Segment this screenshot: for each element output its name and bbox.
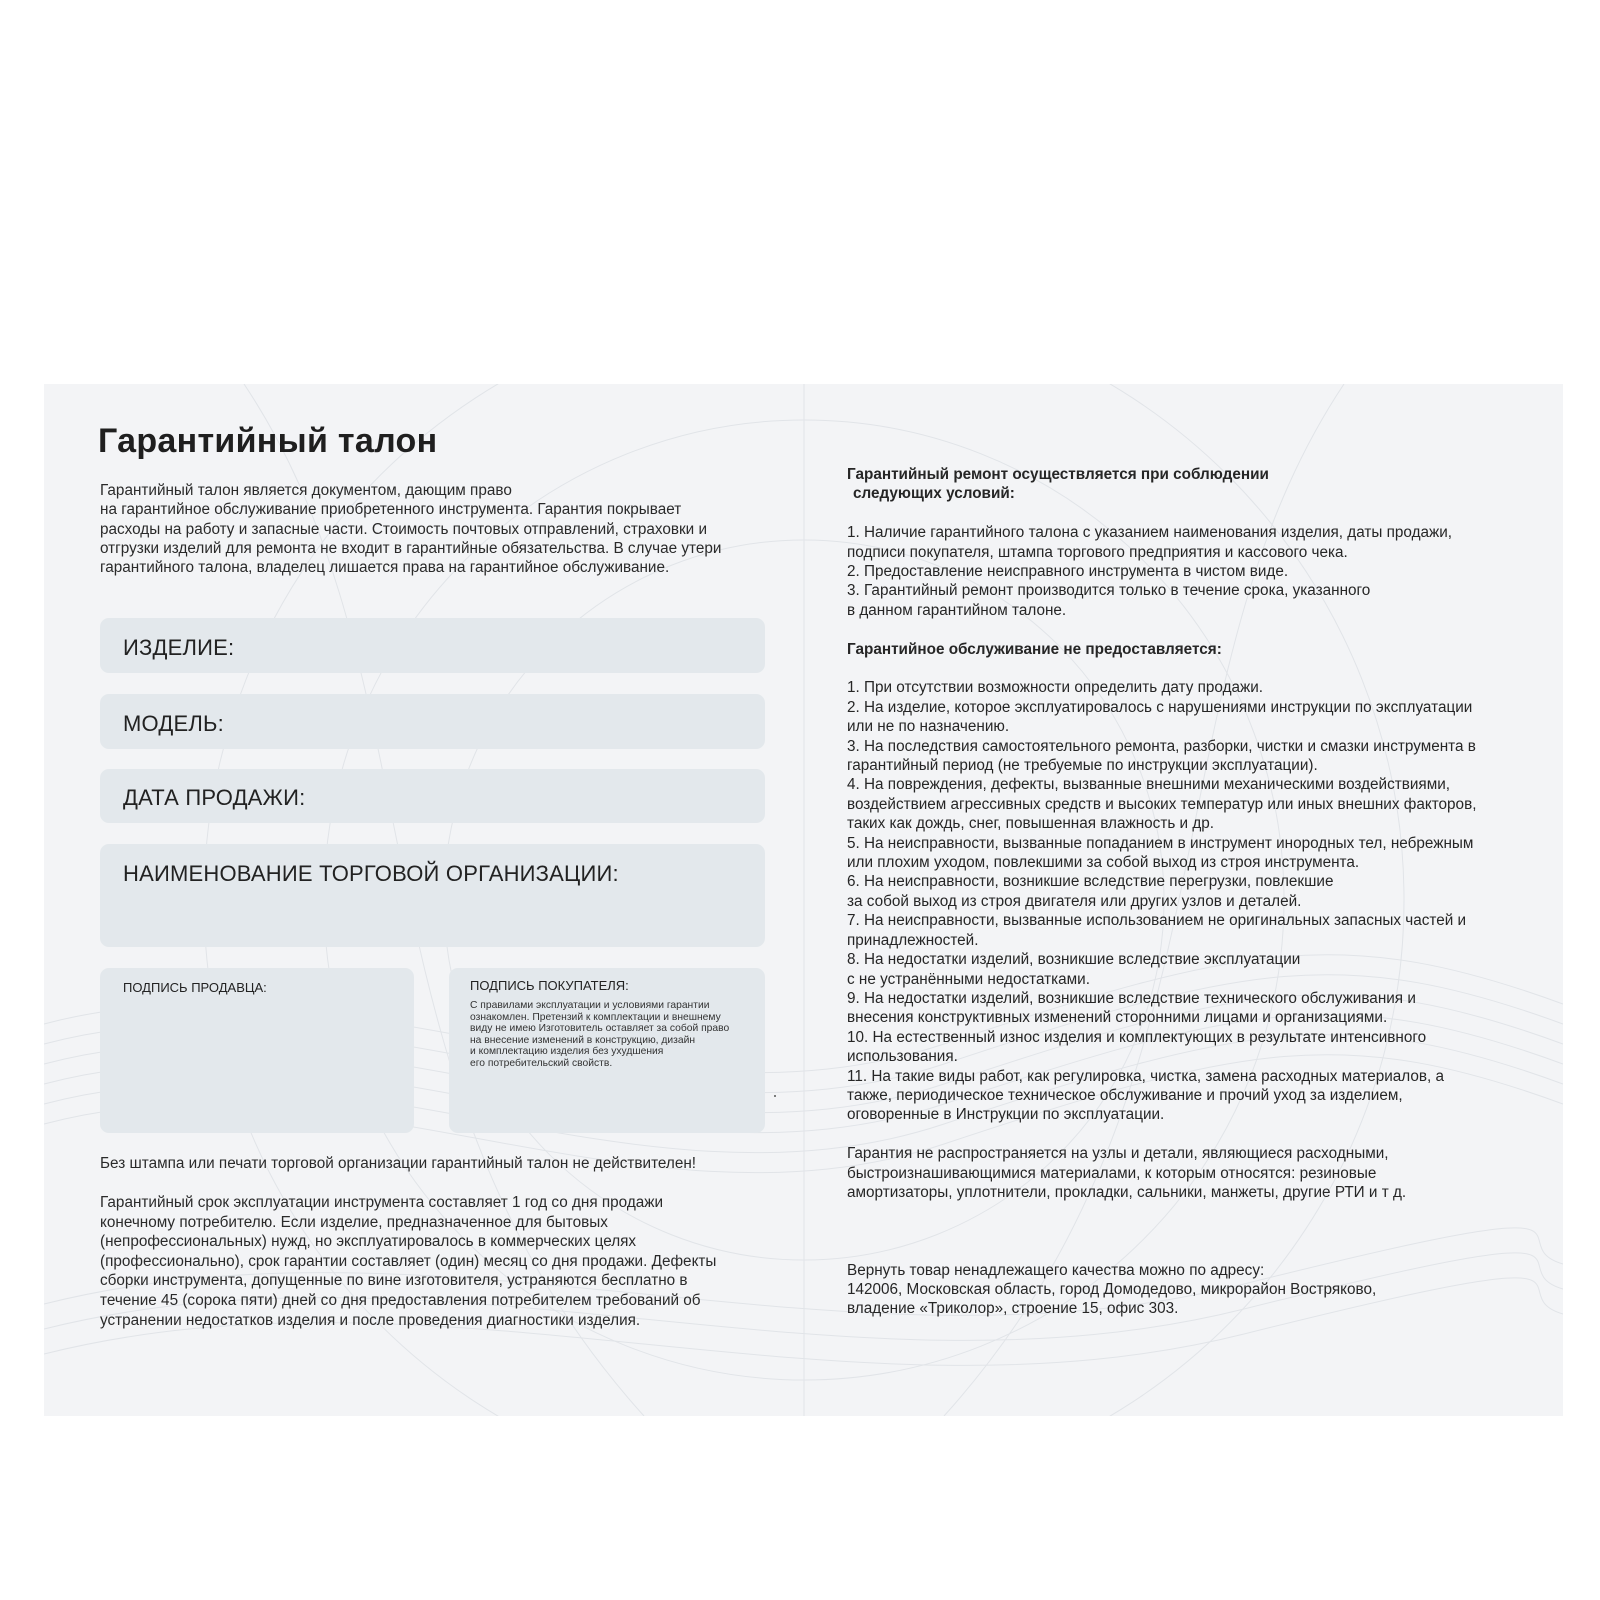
- right-column: [847, 465, 1537, 1319]
- page-title: Гарантийный талон: [98, 422, 438, 460]
- left-bottom-text: [100, 1154, 780, 1330]
- store-name-label: НАИМЕНОВАНИЕ ТОРГОВОЙ ОРГАНИЗАЦИИ:: [123, 861, 619, 886]
- stamp-notice: Без штампа или печати торговой организации гарантийный талон не действителен!: [100, 1155, 697, 1172]
- return-address-paragraph: Вернуть товар ненадлежащего качества можно по адресу: 142006, Московская область, город Домодедово, микрорайон Востряково, владение «Триколор», строение 15, офис 303.: [847, 1261, 1377, 1318]
- seller-signature-label: ПОДПИСЬ ПРОДАВЦА:: [123, 980, 267, 995]
- buyer-consent-text: С правилами эксплуатации и условиями гарантии ознакомлен. Претензий к комплектации и внешнему виду не имею Изготовитель оставляет за собой право на внесение изменений в конструкцию, дизайн и комплектацию изделия без ухудшения его потребительский свойств.: [470, 1000, 730, 1069]
- sale-date-field[interactable]: [100, 769, 765, 823]
- model-label: МОДЕЛЬ:: [123, 711, 224, 736]
- conditions-heading: Гарантийный ремонт осуществляется при соблюдении следующих условий:: [847, 466, 1269, 503]
- mark-dot: [774, 1095, 776, 1097]
- consumables-paragraph: Гарантия не распространяется на узлы и детали, являющиеся расходными, быстроизнашивающимися материалами, к которым относятся: резиновые амортизаторы, уплотнители, прокладки, сальники, манжеты, другие РТИ и т д.: [847, 1145, 1407, 1201]
- model-field[interactable]: [100, 694, 765, 749]
- seller-signature-box[interactable]: [100, 968, 414, 1133]
- warranty-card-sheet: [44, 384, 1563, 1416]
- product-field[interactable]: [100, 618, 765, 673]
- exclusions-heading: Гарантийное обслуживание не предоставляется:: [847, 640, 1222, 658]
- buyer-signature-box[interactable]: [449, 968, 765, 1133]
- conditions-list: 1. Наличие гарантийного талона с указанием наименования изделия, даты продажи, подписи покупателя, штампа торгового предприятия и кассового чека. 2. Предоставление неисправного инструмента в чистом виде. 3. Гарантийный ремонт производится только в течение срока, указанного в данном гарантийном талоне.: [847, 524, 1453, 619]
- buyer-signature-label: ПОДПИСЬ ПОКУПАТЕЛЯ:: [470, 978, 629, 993]
- product-label: ИЗДЕЛИЕ:: [123, 635, 235, 660]
- sale-date-label: ДАТА ПРОДАЖИ:: [123, 785, 306, 810]
- intro-paragraph: Гарантийный талон является документом, дающим право на гарантийное обслуживание приобретенного инструмента. Гарантия покрывает расходы на работу и запасные части. Стоимость почтовых отправлений, страховки и отгрузки изделий для ремонта не входит в гарантийные обязательства. В случае утери гарантийного талона, владелец лишается права на гарантийное обслуживание.: [100, 482, 722, 577]
- exclusions-list: 1. При отсутствии возможности определить дату продажи. 2. На изделие, которое эксплуатировалось с нарушениями инструкции по эксплуатации или не по назначению. 3. На последствия самостоятельного ремонта, разборки, чистки и смазки инструмента в гарантийный период (не требуемые по инструкции эксплуатации). 4. На повреждения, дефекты, вызванные внешними механическими воздействиями, воздействием агрессивных средств и высоких температур или иных внешних факторов, таких как дождь, снег, повышенная влажность и др. 5. На неисправности, вызванные попаданием в инструмент инородных тел, небрежным или плохим уходом, повлекшими за собой выход из строя инструмента. 6. На неисправности, возникшие вследствие перегрузки, повлекшие за собой выход из строя двигателя или других узлов и деталей. 7. На неисправности, вызванные использованием не оригинальных запасных частей и принадлежностей. 8. На недостатки изделий, возникшие вследствие эксплуатации с не устранёнными недостатками. 9. На недостатки изделий, возникшие вследствие технического обслуживания и внесения конструктивных изменений сторонними лицами и организациями. 10. На естественный износ изделия и комплектующих в результате интенсивного использования. 11. На такие виды работ, как регулировка, чистка, замена расходных материалов, а также, периодическое техническое обслуживание и прочий уход за изделием, оговоренные в Инструкции по эксплуатации.: [847, 679, 1477, 1124]
- store-name-field[interactable]: [100, 844, 765, 947]
- warranty-period-paragraph: Гарантийный срок эксплуатации инструмента составляет 1 год со дня продажи конечному потребителю. Если изделие, предназначенное для бытовых (непрофессиональных) нужд, но эксплуатировалось в коммерческих целях (профессионально), срок гарантии составляет (один) месяц со дня продажи. Дефекты сборки инструмента, допущенные по вине изготовителя, устраняются бесплатно в течение 45 (сорока пяти) дней со дня предоставления потребителем требований об устранении недостатков изделия и после проведения диагностики изделия.: [100, 1193, 717, 1329]
